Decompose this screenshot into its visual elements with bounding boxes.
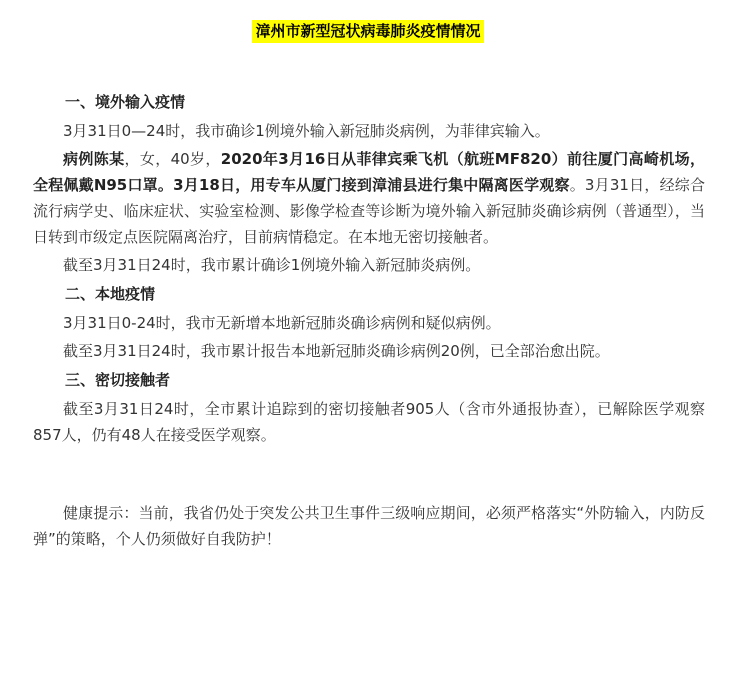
contacts-summary: 截至3月31日24时，全市累计追踪到的密切接触者905人（含市外通报协查），已解除医学观察857人，仍有48人在接受医学观察。 — [33, 400, 705, 444]
case-description — [33, 146, 705, 250]
imported-summary: 3月31日0—24时，我市确诊1例境外输入新冠肺炎病例，为菲律宾输入。 — [63, 122, 550, 140]
health-tip: 健康提示：当前，我省仍处于突发公共卫生事件三级响应期间，必须严格落实“外防输入，内防反弹”的策略，个人仍须做好自我防护！ — [33, 504, 705, 548]
section-heading-imported: 一、境外输入疫情 — [65, 93, 186, 111]
case-travel-history: 2020年3月16日从菲律宾乘飞机（航班MF820）前往厦门高崎机场，全程佩戴N95口罩。3月18日，用专车从厦门接到漳浦县进行集中隔离医学观察 — [33, 150, 705, 194]
imported-cumulative: 截至3月31日24时，我市累计确诊1例境外输入新冠肺炎病例。 — [63, 256, 481, 274]
title-container — [0, 20, 736, 43]
case-name: 病例陈某 — [63, 150, 125, 168]
page-title: 漳州市新型冠状病毒肺炎疫情情况 — [252, 20, 483, 43]
local-daily: 3月31日0-24时，我市无新增本地新冠肺炎确诊病例和疑似病例。 — [63, 314, 501, 332]
local-cumulative: 截至3月31日24时，我市累计报告本地新冠肺炎确诊病例20例，已全部治愈出院。 — [63, 342, 610, 360]
article-body — [33, 86, 705, 554]
section-heading-contacts: 三、密切接触者 — [65, 371, 171, 389]
case-demographics: ，女，40岁， — [124, 150, 221, 168]
case-diagnosis: 。3月31日，经综合流行病学史、临床症状、实验室检测、影像学检查等诊断为境外输入新冠肺炎确诊病例（普通型），当日转到市级定点医院隔离治疗，目前病情稳定。在本地无密切接触者。 — [33, 176, 705, 246]
section-heading-local: 二、本地疫情 — [65, 285, 156, 303]
